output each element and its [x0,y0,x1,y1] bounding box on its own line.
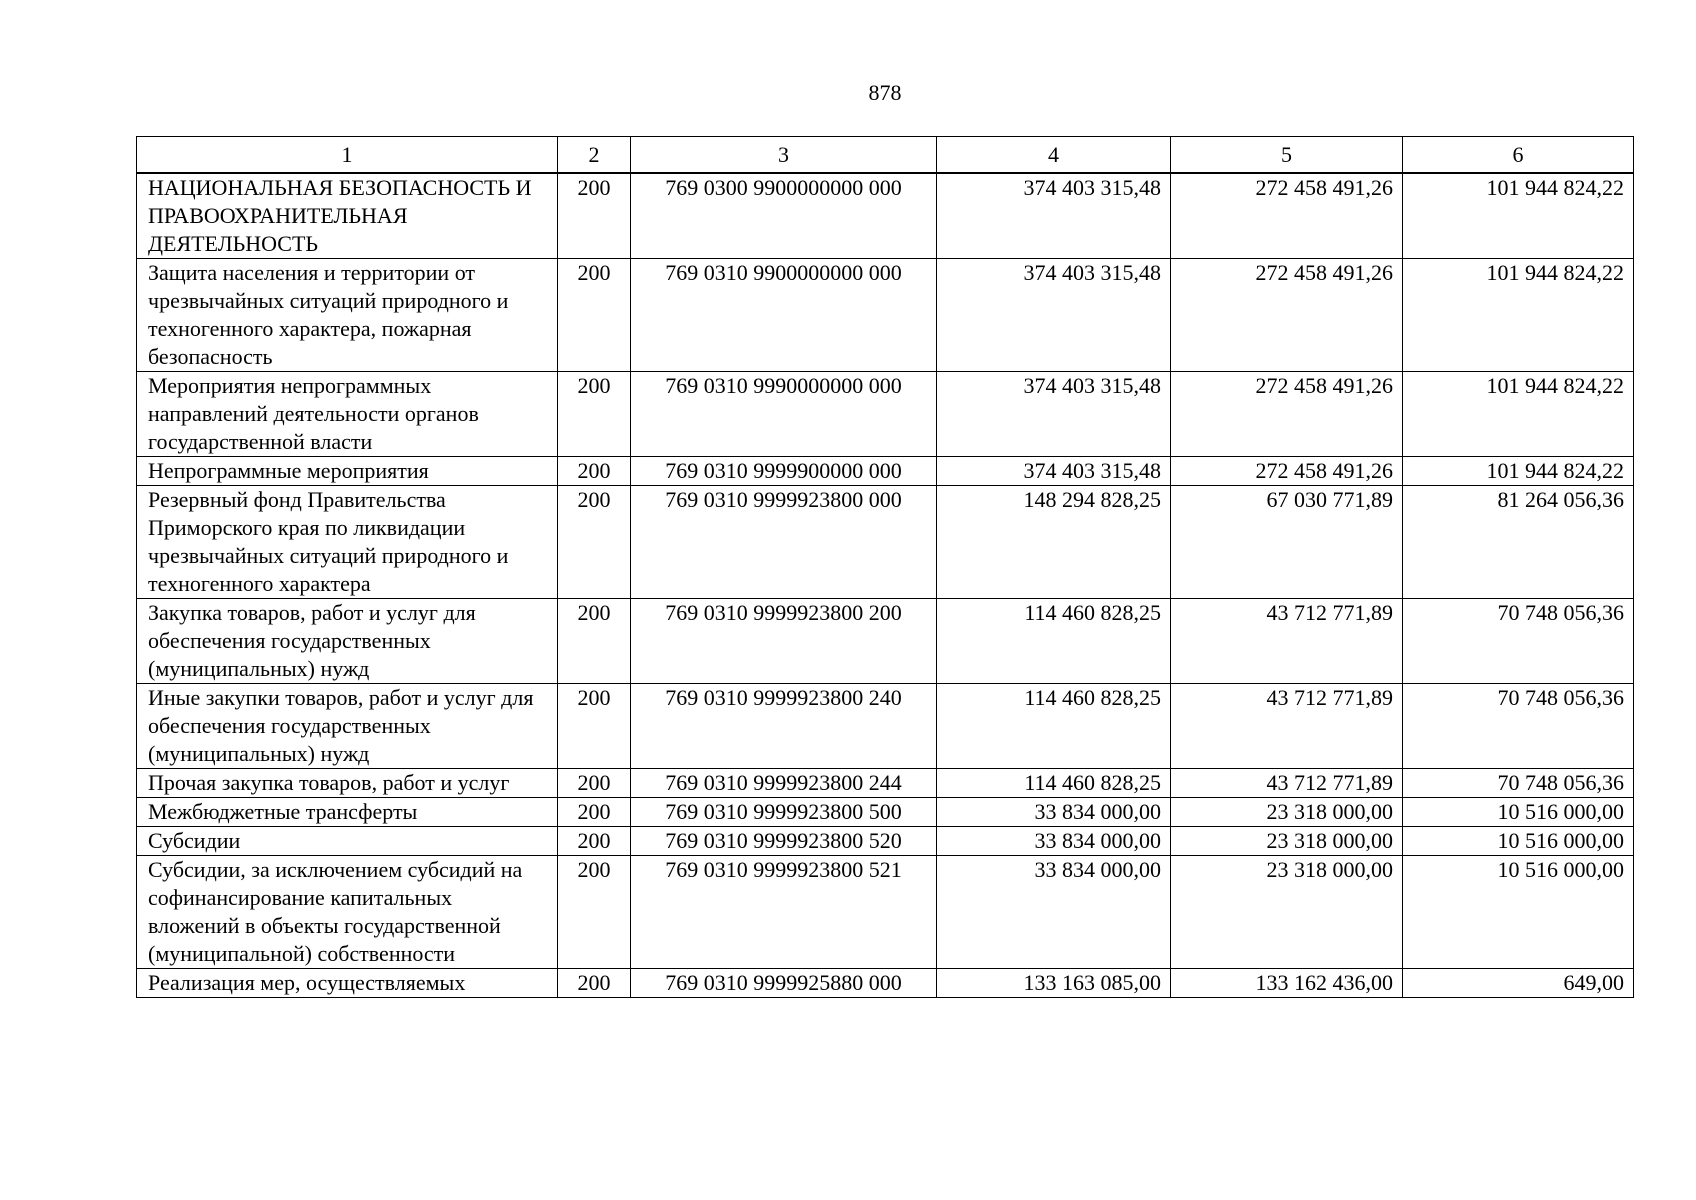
row-name-cell: Межбюджетные трансферты [137,798,558,827]
row-classifier-cell: 769 0310 9999923800 000 [631,486,937,599]
row-name-cell: Закупка товаров, работ и услуг для обеспечения государственных (муниципальных) нужд [137,599,558,684]
row-code-cell: 200 [558,856,631,969]
row-code-cell: 200 [558,684,631,769]
table-row [137,599,1634,684]
row-code-cell: 200 [558,457,631,486]
row-col5-cell: 43 712 771,89 [1171,684,1403,769]
row-name-cell: Мероприятия непрограммных направлений деятельности органов государственной власти [137,372,558,457]
row-col6-cell: 101 944 824,22 [1403,372,1634,457]
row-name-cell: Иные закупки товаров, работ и услуг для обеспечения государственных (муниципальных) нужд [137,684,558,769]
table-row [137,856,1634,969]
row-code-cell: 200 [558,599,631,684]
table-row [137,486,1634,599]
row-name-cell: Субсидии [137,827,558,856]
row-code-cell: 200 [558,798,631,827]
row-col6-cell: 101 944 824,22 [1403,457,1634,486]
row-name-cell: НАЦИОНАЛЬНАЯ БЕЗОПАСНОСТЬ И ПРАВООХРАНИТЕЛЬНАЯ ДЕЯТЕЛЬНОСТЬ [137,173,558,259]
row-col5-cell: 67 030 771,89 [1171,486,1403,599]
row-col5-cell: 43 712 771,89 [1171,769,1403,798]
row-col5-cell: 133 162 436,00 [1171,969,1403,998]
header-cell: 3 [631,137,937,174]
table-row [137,372,1634,457]
row-classifier-cell: 769 0300 9900000000 000 [631,173,937,259]
row-col4-cell: 133 163 085,00 [937,969,1171,998]
row-col5-cell: 272 458 491,26 [1171,457,1403,486]
row-code-cell: 200 [558,486,631,599]
row-name-cell: Резервный фонд Правительства Приморского края по ликвидации чрезвычайных ситуаций природного и техногенного характера [137,486,558,599]
row-classifier-cell: 769 0310 9999923800 520 [631,827,937,856]
header-cell: 4 [937,137,1171,174]
table-header-row [137,137,1634,174]
row-col4-cell: 114 460 828,25 [937,599,1171,684]
row-col5-cell: 272 458 491,26 [1171,259,1403,372]
row-classifier-cell: 769 0310 9990000000 000 [631,372,937,457]
row-col6-cell: 81 264 056,36 [1403,486,1634,599]
row-classifier-cell: 769 0310 9999923800 244 [631,769,937,798]
row-code-cell: 200 [558,173,631,259]
row-col4-cell: 374 403 315,48 [937,173,1171,259]
row-code-cell: 200 [558,969,631,998]
row-col4-cell: 33 834 000,00 [937,856,1171,969]
row-name-cell: Защита населения и территории от чрезвычайных ситуаций природного и техногенного характера, пожарная безопасность [137,259,558,372]
row-col6-cell: 101 944 824,22 [1403,173,1634,259]
row-col6-cell: 70 748 056,36 [1403,684,1634,769]
row-col4-cell: 374 403 315,48 [937,372,1171,457]
row-col4-cell: 33 834 000,00 [937,827,1171,856]
row-col4-cell: 114 460 828,25 [937,684,1171,769]
table-row [137,827,1634,856]
page-number: 878 [868,80,902,105]
budget-table [136,136,1634,998]
row-code-cell: 200 [558,827,631,856]
row-col4-cell: 114 460 828,25 [937,769,1171,798]
row-col6-cell: 10 516 000,00 [1403,798,1634,827]
row-classifier-cell: 769 0310 9999923800 240 [631,684,937,769]
row-col6-cell: 10 516 000,00 [1403,827,1634,856]
table-row [137,969,1634,998]
row-col5-cell: 23 318 000,00 [1171,856,1403,969]
table-row [137,798,1634,827]
header-cell: 6 [1403,137,1634,174]
row-col5-cell: 272 458 491,26 [1171,173,1403,259]
row-col6-cell: 70 748 056,36 [1403,599,1634,684]
row-col6-cell: 101 944 824,22 [1403,259,1634,372]
row-name-cell: Субсидии, за исключением субсидий на софинансирование капитальных вложений в объекты государственной (муниципальной) собственности [137,856,558,969]
row-classifier-cell: 769 0310 9999923800 500 [631,798,937,827]
table-body [137,137,1634,998]
row-name-cell: Непрограммные мероприятия [137,457,558,486]
table-row [137,769,1634,798]
row-col4-cell: 148 294 828,25 [937,486,1171,599]
row-classifier-cell: 769 0310 9999925880 000 [631,969,937,998]
row-col5-cell: 43 712 771,89 [1171,599,1403,684]
row-name-cell: Реализация мер, осуществляемых [137,969,558,998]
row-code-cell: 200 [558,259,631,372]
row-col4-cell: 33 834 000,00 [937,798,1171,827]
row-col6-cell: 10 516 000,00 [1403,856,1634,969]
row-classifier-cell: 769 0310 9999923800 521 [631,856,937,969]
row-code-cell: 200 [558,769,631,798]
row-code-cell: 200 [558,372,631,457]
header-cell: 1 [137,137,558,174]
table-row [137,173,1634,259]
row-name-cell: Прочая закупка товаров, работ и услуг [137,769,558,798]
header-cell: 2 [558,137,631,174]
row-col4-cell: 374 403 315,48 [937,457,1171,486]
table-row [137,259,1634,372]
row-col6-cell: 649,00 [1403,969,1634,998]
row-col5-cell: 23 318 000,00 [1171,798,1403,827]
row-col6-cell: 70 748 056,36 [1403,769,1634,798]
row-classifier-cell: 769 0310 9999923800 200 [631,599,937,684]
row-classifier-cell: 769 0310 9900000000 000 [631,259,937,372]
table-row [137,684,1634,769]
header-cell: 5 [1171,137,1403,174]
row-col4-cell: 374 403 315,48 [937,259,1171,372]
row-classifier-cell: 769 0310 9999900000 000 [631,457,937,486]
table-row [137,457,1634,486]
row-col5-cell: 272 458 491,26 [1171,372,1403,457]
row-col5-cell: 23 318 000,00 [1171,827,1403,856]
